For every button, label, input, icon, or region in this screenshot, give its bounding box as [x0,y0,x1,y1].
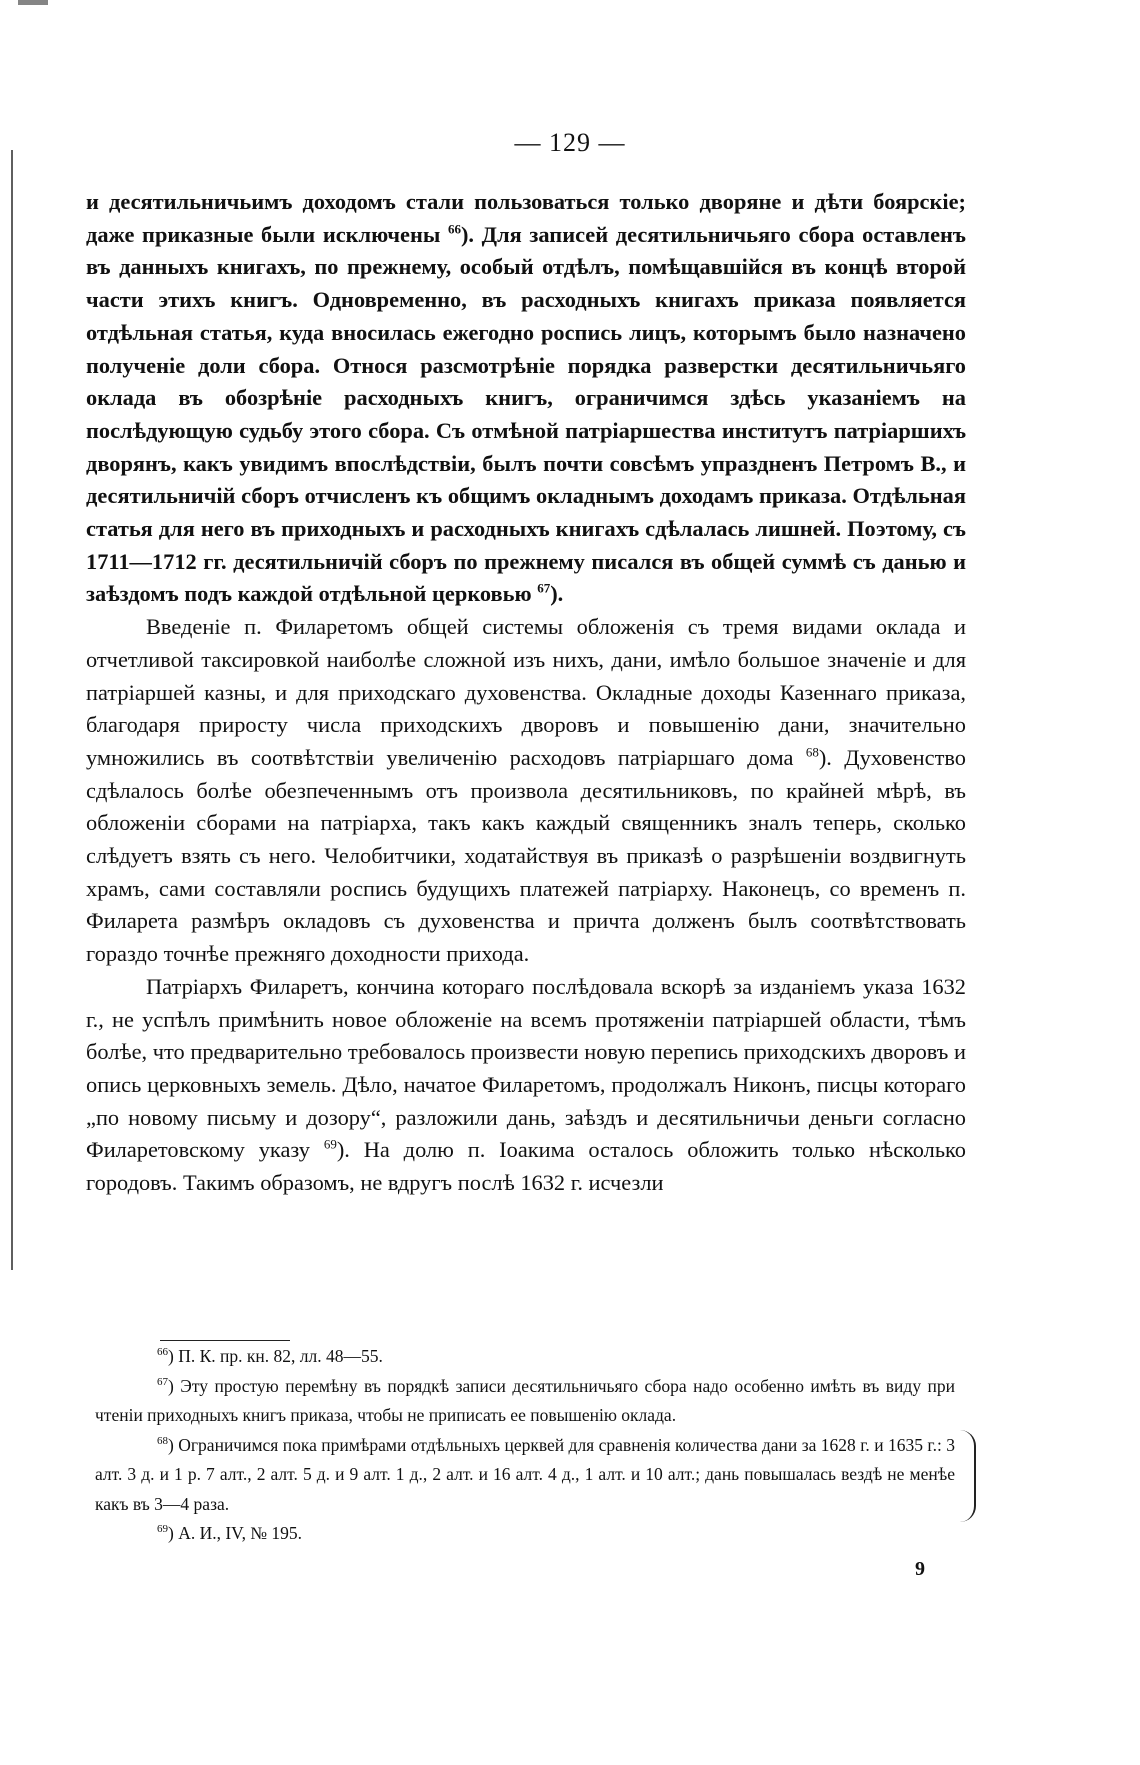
footnote-text: ) П. К. пр. кн. 82, лл. 48—55. [168,1346,383,1366]
paragraph-1 [86,186,966,611]
paragraph-1-text-a: и десятильничьимъ доходомъ стали пользоваться только дворяне и дѣти боярскіе; даже приказные были исключены [86,189,966,247]
paragraph-3 [86,971,966,1200]
footnote-66 [95,1342,955,1372]
handwritten-bracket [960,1430,976,1522]
footnote-ref-68: 68 [805,744,819,760]
footnote-text: ) А. И., IV, № 195. [168,1523,303,1543]
footnote-ref-66: 66 [447,221,461,237]
footnote-ref-69: 69 [323,1136,337,1152]
footnote-ref-67: 67 [537,580,551,596]
footnote-number: 67 [157,1375,168,1388]
paragraph-1-text-b: ). Для записей десятильничьяго сбора оставленъ въ данныхъ книгахъ, по прежнему, особый отдѣлъ, помѣщавшійся въ концѣ второй части этихъ книгъ. Одновременно, въ расходныхъ книгахъ приказа появляется отдѣльная статья, куда вносилась ежегодно роспись лицъ, которымъ было назначено полученіе доли сбора. Относя разсмотрѣніе порядка разверстки десятильничьяго оклада въ обозрѣніе расходныхъ книгъ, ограничимся здѣсь указаніемъ на послѣдующую судьбу этого сбора. Съ отмѣной патріаршества институтъ патріаршихъ дворянъ, какъ увидимъ впослѣдствіи, былъ почти совсѣмъ упраздненъ Петромъ В., и десятильничій сборъ отчисленъ къ общимъ окладнымъ доходамъ приказа. Отдѣльная статья для него въ приходныхъ и расходныхъ книгахъ сдѣлалась лишней. Поэтому, съ 1711—1712 гг. десятильничій сборъ по прежнему писался въ общей суммѣ съ данью и заѣздомъ подъ каждой отдѣльной церковью [86,221,966,607]
signature-mark: 9 [915,1558,925,1580]
footnote-68 [95,1431,955,1520]
footnotes [95,1342,955,1549]
footnote-number: 68 [157,1434,168,1447]
paragraph-1-text-c: ). [550,581,564,607]
footnote-69 [95,1519,955,1549]
paragraph-2 [86,611,966,971]
footnote-text: ) Ограничимся пока примѣрами отдѣльныхъ церквей для сравненія количества дани за 1628 г. и 1635 г.: 3 алт. 3 д. и 1 р. 7 алт., 2 алт. 5 д. и 9 алт. 1 д., 2 алт. и 16 алт. 4 д., 1 алт. и 10 алт.; дань повышалась вездѣ не менѣе какъ въ 3—4 раза. [95,1434,955,1514]
page-number: — 129 — [514,128,626,157]
paragraph-3-text-a: Патріархъ Филаретъ, кончина котораго послѣдовала вскорѣ за изданіемъ указа 1632 г., не успѣлъ примѣнить новое обложеніе на всемъ протяженіи патріаршей области, тѣмъ болѣе, что предварительно требовалось произвести новую перепись приходскихъ дворовъ и опись церковныхъ земель. Дѣло, начатое Филаретомъ, продолжалъ Никонъ, писцы котораго „по новому письму и дозору“, разложили дань, заѣздъ и десятильничьи деньги согласно Филаретовскому указу [86,973,966,1163]
footnote-67 [95,1372,955,1431]
footnote-number: 66 [157,1346,168,1359]
paragraph-3-text-b: ). На долю п. Іоакима осталось обложить только нѣсколько городовъ. Такимъ образомъ, не вдругъ послѣ 1632 г. исчезли [86,1137,966,1196]
footnote-text: ) Эту простую перемѣну въ порядкѣ записи десятильничьяго сбора надо особенно имѣть въ виду при чтеніи приходныхъ книгъ приказа, чтобы не приписать ее повышенію оклада. [95,1375,955,1425]
margin-rule [11,150,13,1270]
footnote-number: 69 [157,1523,168,1536]
paragraph-2-text-b: ). Духовенство сдѣлалось болѣе обезпеченнымъ отъ произвола десятильниковъ, по крайней мѣрѣ, въ обложеніи сборами на патріарха, такъ какъ каждый священникъ зналъ теперь, сколько слѣдуетъ взять съ него. Челобитчики, ходатайствуя въ приказѣ о разрѣшеніи воздвигнуть храмъ, сами составляли роспись будущихъ платежей патріарху. Наконецъ, со временъ п. Филарета размѣръ окладовъ съ духовенства и причта долженъ былъ соотвѣтствовать гораздо точнѣе прежняго доходности прихода. [86,744,967,967]
scan-corner-mark [18,0,48,5]
footnote-separator [160,1340,290,1341]
paragraph-2-text-a: Введеніе п. Филаретомъ общей системы обложенія съ тремя видами оклада и отчетливой таксировкой наиболѣе сложной изъ нихъ, дани, имѣло большое значеніе и для патріаршей казны, и для приходскаго духовенства. Окладные доходы Казеннаго приказа, благодаря приросту числа приходскихъ дворовъ и повышенію дани, значительно умножились въ соотвѣтствіи увеличенію расходовъ патріаршаго дома [86,614,966,770]
main-text [86,186,966,1200]
